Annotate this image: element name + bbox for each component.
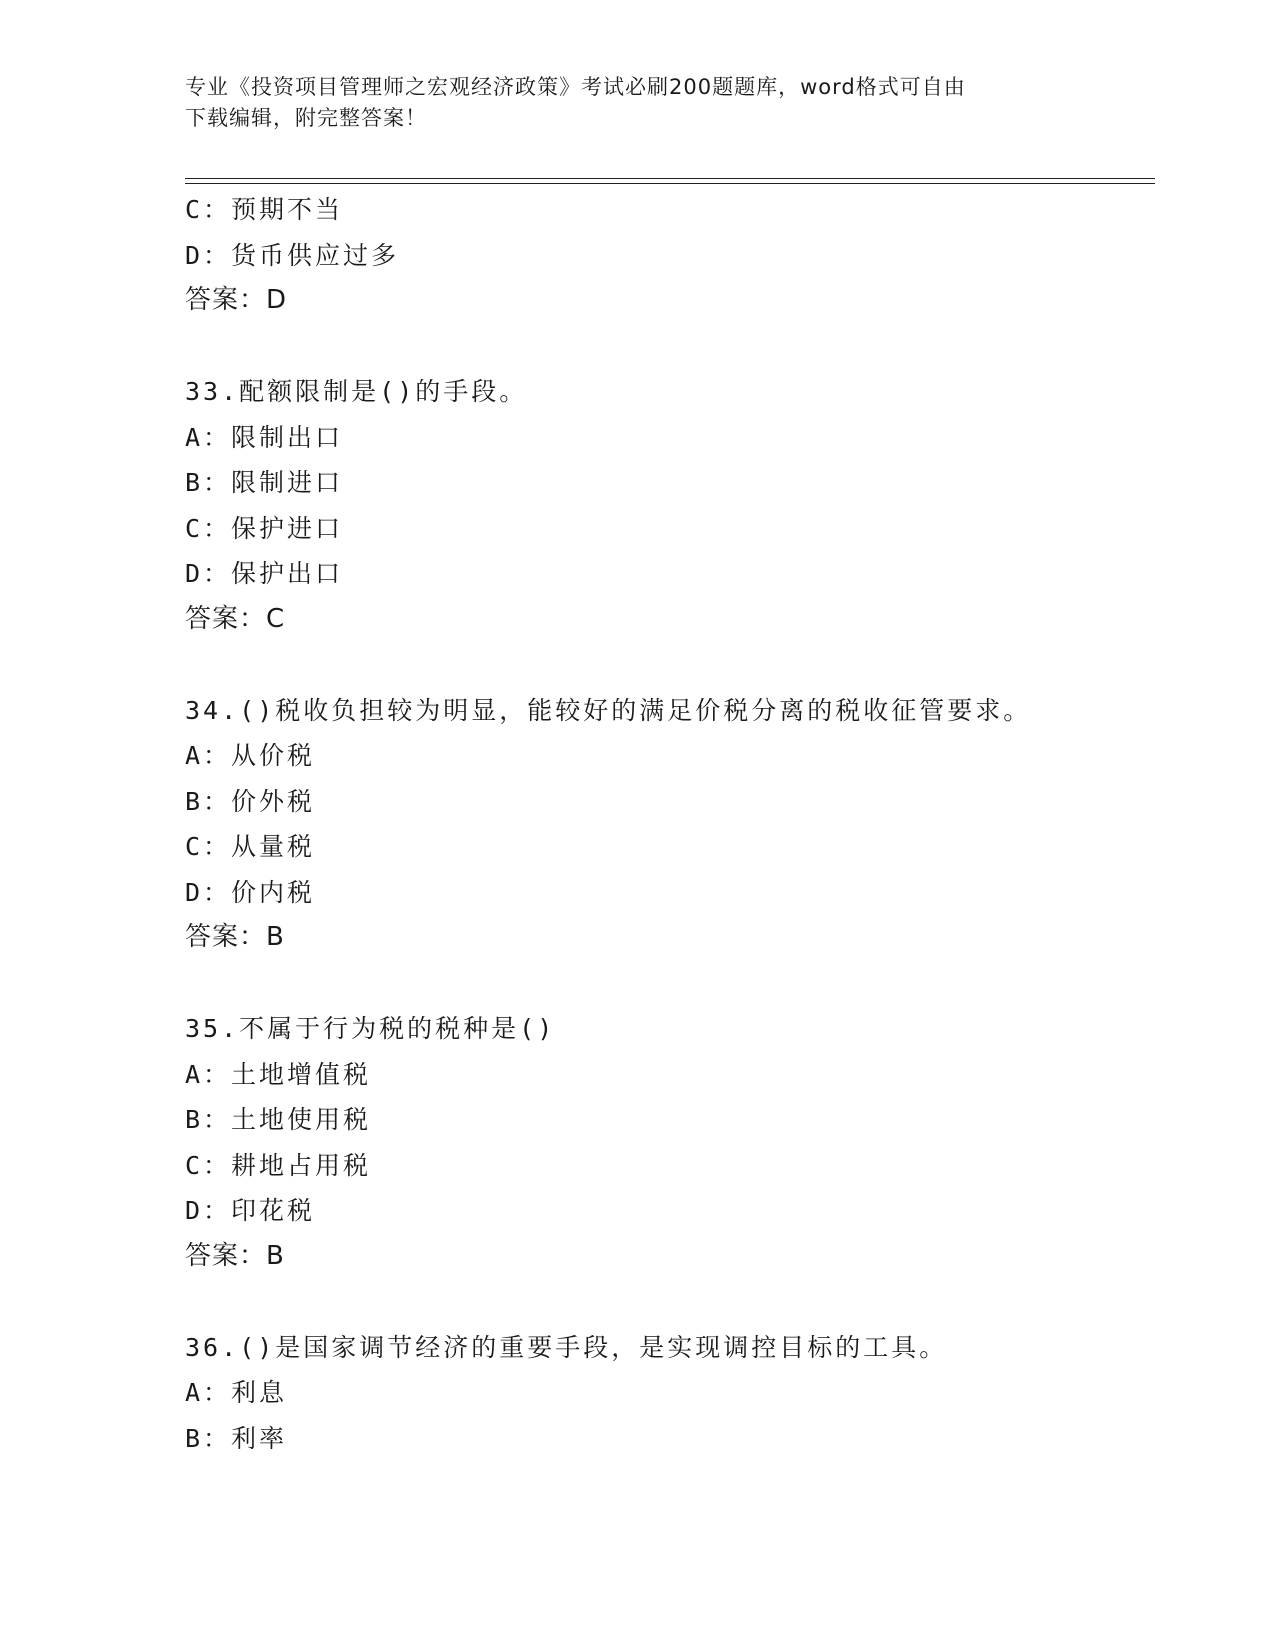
option-c: C：耕地占用税 bbox=[185, 1150, 372, 1180]
option-b: B：价外税 bbox=[185, 786, 316, 816]
question-block bbox=[185, 1325, 1155, 1462]
option-c: C：保护进口 bbox=[185, 513, 344, 543]
option-d: D：价内税 bbox=[185, 877, 316, 907]
option-d: D：保护出口 bbox=[185, 559, 344, 588]
spacer bbox=[185, 961, 1155, 1007]
option-c: C：预期不当 bbox=[185, 195, 344, 224]
header-divider-bottom bbox=[185, 183, 1155, 184]
header-line-1: 专业《投资项目管理师之宏观经济政策》考试必刷200题题库，word格式可自由 bbox=[185, 75, 966, 99]
question-block bbox=[185, 688, 1155, 961]
question-text: 34.()税收负担较为明显，能较好的满足价税分离的税收征管要求。 bbox=[185, 695, 1032, 725]
question-block bbox=[185, 369, 1155, 642]
option-d: D：货币供应过多 bbox=[185, 240, 400, 270]
question-list bbox=[185, 187, 1155, 1461]
answer-text: 答案：D bbox=[185, 285, 288, 315]
question-block bbox=[185, 187, 1155, 324]
option-b: B：限制进口 bbox=[185, 468, 344, 497]
question-text: 35.不属于行为税的税种是() bbox=[185, 1014, 556, 1043]
header-divider-top bbox=[185, 178, 1155, 179]
option-a: A：利息 bbox=[185, 1378, 288, 1407]
option-c: C：从量税 bbox=[185, 832, 316, 861]
answer-text: 答案：B bbox=[185, 922, 285, 952]
answer-text: 答案：C bbox=[185, 603, 286, 634]
spacer bbox=[185, 642, 1155, 688]
answer-text: 答案：B bbox=[185, 1240, 285, 1271]
option-b: B：土地使用税 bbox=[185, 1105, 372, 1134]
question-text: 33.配额限制是()的手段。 bbox=[185, 377, 528, 406]
question-text: 36.()是国家调节经济的重要手段，是实现调控目标的工具。 bbox=[185, 1332, 948, 1362]
header-line-2: 下载编辑，附完整答案！ bbox=[185, 106, 427, 130]
question-block bbox=[185, 1006, 1155, 1279]
option-a: A：限制出口 bbox=[185, 422, 344, 452]
document-header bbox=[185, 72, 1065, 134]
option-a: A：从价税 bbox=[185, 741, 316, 770]
option-d: D：印花税 bbox=[185, 1196, 316, 1225]
option-a: A：土地增值税 bbox=[185, 1059, 372, 1089]
spacer bbox=[185, 324, 1155, 370]
spacer bbox=[185, 1279, 1155, 1325]
option-b: B：利率 bbox=[185, 1423, 288, 1453]
